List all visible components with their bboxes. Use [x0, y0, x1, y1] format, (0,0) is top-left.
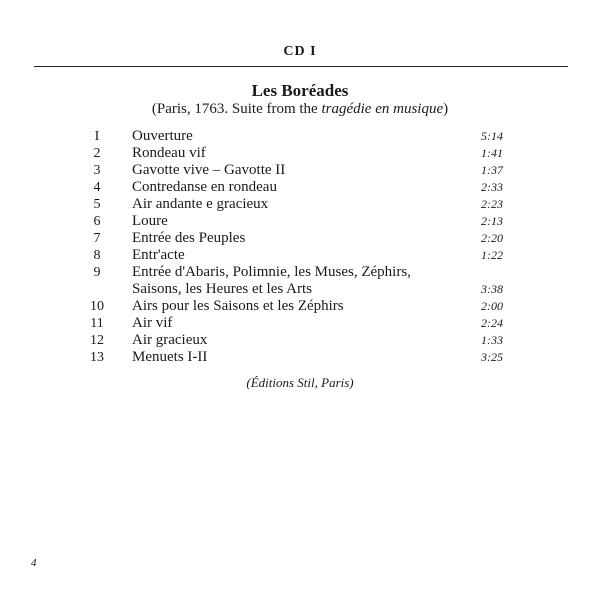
track-duration: 2:23 [481, 197, 503, 211]
work-subtitle [0, 101, 600, 118]
track-row [0, 247, 600, 264]
track-duration: 1:41 [481, 146, 503, 160]
track-number: 13 [90, 350, 104, 365]
track-title: Entrée d'Abaris, Polimnie, les Muses, Zéphirs, Saisons, les Heures et les Arts [132, 264, 411, 297]
track-duration: 1:22 [481, 248, 503, 262]
track-title: Gavotte vive – Gavotte II [132, 162, 286, 178]
edition-credit: (Éditions Stil, Paris) [246, 375, 354, 390]
track-number: I [94, 129, 100, 144]
track-number: 8 [93, 248, 101, 263]
track-number: 6 [93, 214, 101, 229]
track-duration: 2:20 [481, 231, 503, 245]
track-number: 12 [90, 333, 104, 348]
track-list [0, 128, 600, 366]
track-title: Airs pour les Saisons et les Zéphirs [132, 298, 344, 314]
subtitle-suffix: ) [443, 101, 449, 117]
track-duration: 2:13 [481, 214, 503, 228]
track-row [0, 264, 600, 298]
header-rule [34, 66, 568, 67]
track-row [0, 179, 600, 196]
track-row [0, 162, 600, 179]
track-number: 9 [93, 265, 101, 280]
track-title: Air andante e gracieux [132, 196, 269, 212]
track-title: Rondeau vif [132, 145, 206, 161]
track-title: Menuets I-II [132, 349, 208, 365]
track-row [0, 230, 600, 247]
work-title: Les Boréades [251, 81, 349, 100]
track-title: Air gracieux [132, 332, 208, 348]
track-row [0, 332, 600, 349]
track-row [0, 145, 600, 162]
page-number: 4 [31, 557, 37, 569]
track-row [0, 298, 600, 315]
track-title: Entr'acte [132, 247, 185, 263]
track-number: 5 [93, 197, 101, 212]
track-title: Contredanse en rondeau [132, 179, 277, 195]
track-row [0, 349, 600, 366]
track-number: 2 [93, 146, 101, 161]
track-duration: 1:37 [481, 163, 503, 177]
track-title: Loure [132, 213, 168, 229]
track-title: Air vif [132, 315, 173, 331]
track-number: 7 [93, 231, 101, 246]
track-duration: 5:14 [481, 129, 503, 143]
track-duration: 1:33 [481, 333, 503, 347]
track-number: 3 [93, 163, 101, 178]
track-row [0, 213, 600, 230]
track-row [0, 128, 600, 145]
track-duration: 2:24 [481, 316, 503, 330]
subtitle-prefix: (Paris, 1763. Suite from the [151, 101, 322, 117]
track-row [0, 196, 600, 213]
track-duration: 3:25 [481, 350, 503, 364]
track-number: 11 [90, 316, 104, 331]
track-row [0, 315, 600, 332]
track-duration: 2:00 [481, 299, 503, 313]
track-title: Ouverture [132, 128, 193, 144]
cd-label: CD I [283, 44, 317, 59]
track-title: Entrée des Peuples [132, 230, 246, 246]
track-number: 4 [93, 180, 101, 195]
subtitle-italic: tragédie en musique [321, 101, 444, 117]
track-duration: 2:33 [481, 180, 503, 194]
track-duration: 3:38 [481, 282, 503, 296]
track-number: 10 [90, 299, 104, 314]
